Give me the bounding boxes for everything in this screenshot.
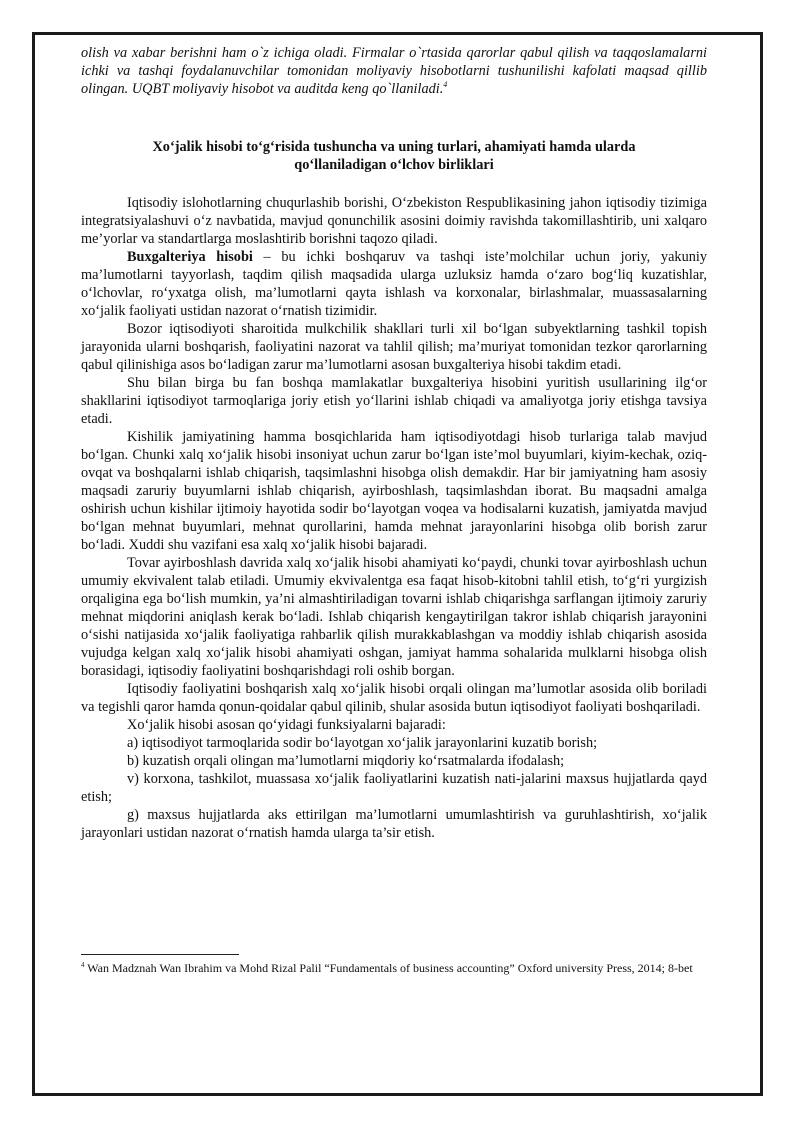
section-heading: [81, 138, 707, 174]
footnote-reference[interactable]: 4: [443, 80, 448, 90]
list-item-text: a) iqtisodiyot tarmoqlarida sodir bo‘layotgan xo‘jalik jarayonlarini kuzatib borish;: [127, 735, 598, 751]
paragraph: [81, 320, 707, 374]
paragraph-text: Tovar ayirboshlash davrida xalq xo‘jalik hisobi ahamiyati ko‘paydi, chunki tovar ayirboshlash uchun umumiy ekvivalent talab etiladi. Umumiy ekvivalentga esa faqat hisob-kitobni tahlil etish, to‘g‘ri yurgizish orqaligina ega bo‘lish mumkin, ya’ni almashtiriladigan tovarni ishlab chiqarishga sarflangan ijtimoiy zaruriy mehnat miqdorini aniqlash kerak bo‘ladi. Ishlab chiqarish kengaytirilgan takror ishlab chiqarish jarayonini o‘sishi natijasida xo‘jalik faoliyatiga rahbarlik qilish murakkablashgan va moddiy ishlab chiqarish asosida vujudga kelgan xalq xo‘jalik hisobi ahamiyati oshgan, jamiyat hamma sohalarida mulklarni hisobga olish borasidagi, iqtisodiy faoliyatini boshqarishdagi roli oshib borgan.: [81, 555, 707, 679]
list-item: [81, 806, 707, 842]
footnote-text: Wan Madznah Wan Ibrahim va Mohd Rizal Palil “Fundamentals of business accounting” Oxford university Press, 2014; 8-bet: [84, 961, 693, 975]
paragraph: [81, 680, 707, 716]
intro-paragraph: [81, 44, 707, 98]
bold-term: Buxgalteriya hisobi: [127, 249, 253, 265]
paragraph-text: – bu ichki boshqaruv va tashqi iste’molchilar uchun joriy, yakuniy ma’lumotlarni tayyorlash, taqdim qilish maqsadida ularga uzluksiz hamda o‘zaro bog‘liq kuzatishlar, o‘lchovlar, ro‘yxatga olish, ma’lumotlarni qayta ishlash va korxonalar, birlashmalar, muassasalarning xo‘jalik faoliyati ustidan nazorat o‘rnatish tizimidir.: [81, 249, 707, 319]
footnote: [81, 960, 707, 976]
list-item-text: v) korxona, tashkilot, muassasa xo‘jalik faoliyatlarini kuzatish nati-jalarini maxsus hujjatlarda qayd etish;: [81, 771, 707, 805]
footnote-number: 4: [81, 961, 85, 969]
paragraph-text: Iqtisodiy faoliyatini boshqarish xalq xo‘jalik hisobi orqali olingan ma’lumotlar asosida olib boriladi va tegishli qaror hamda qonun-qoidalar qabul qilinib, shular asosida butun iqtisodiyot faoliyati boshqariladi.: [81, 681, 707, 715]
list-item: [81, 734, 707, 752]
document-body: [81, 44, 707, 842]
paragraph: [81, 374, 707, 428]
paragraph-text: Bozor iqtisodiyoti sharoitida mulkchilik shakllari turli xil bo‘lgan subyektlarning tashkil topish jarayonida ularni boshqarish, faoliyatini nazorat va tahlil qilish; ma’muriyat tomonidan tezkor qarorlarning qabul qilinishiga asos bo‘ladigan zarur ma’lumotlarni asosan buxgalteriya hisobi takdim etadi.: [81, 321, 707, 373]
list-item-text: g) maxsus hujjatlarda aks ettirilgan ma’lumotlarni umumlashtirish va guruhlashtirish, xo‘jalik jarayonlari ustidan nazorat o‘rnatish hamda ularga ta’sir etish.: [81, 807, 707, 841]
paragraph: [81, 554, 707, 680]
paragraph: [81, 248, 707, 320]
list-item: [81, 770, 707, 806]
list-item-text: b) kuzatish orqali olingan ma’lumotlarni miqdoriy ko‘rsatmalarda ifodalash;: [127, 753, 565, 769]
paragraph: [81, 194, 707, 248]
footnote-separator: [81, 954, 239, 955]
paragraph-text: Xo‘jalik hisobi asosan qo‘yidagi funksiyalarni bajaradi:: [127, 717, 446, 733]
heading-line-2: qo‘llaniladigan o‘lchov birliklari: [294, 157, 494, 173]
paragraph: [81, 428, 707, 554]
heading-line-1: Xo‘jalik hisobi to‘g‘risida tushuncha va uning turlari, ahamiyati hamda ularda: [152, 139, 636, 155]
paragraph-text: Shu bilan birga bu fan boshqa mamlakatlar buxgalteriya hisobini yuritish usullarining ilg‘or shakllarini iqtisodiyot tarmoqlariga joriy etish yo‘llarini ishlab chiqadi va amaliyotga joriy etishga tavsiya etadi.: [81, 375, 707, 427]
paragraph-text: Iqtisodiy islohotlarning chuqurlashib borishi, O‘zbekiston Respublikasining jahon iqtisodiy tizimiga integratsiyalashuvi o‘z navbatida, mavjud qonunchilik asosini doimiy ravishda takomillashtirib, uni xalqaro me’yorlar va standartlarga moslashtirib borishni taqozo qiladi.: [81, 195, 707, 247]
intro-text: olish va xabar berishni ham o`z ichiga oladi. Firmalar o`rtasida qarorlar qabul qilish va taqqoslamalarni ichki va tashqi foydalanuvchilar tomonidan moliyaviy hisobotlarni tushunilishi kafolati maqsad qillib olingan. UQBT moliyaviy hisobot va auditda keng qo`llaniladi.: [81, 45, 707, 97]
list-intro: [81, 716, 707, 734]
list-item: [81, 752, 707, 770]
paragraph-text: Kishilik jamiyatining hamma bosqichlarida ham iqtisodiyotdagi hisob turlariga talab mavjud bo‘lgan. Chunki xalq xo‘jalik hisobi insoniyat uchun zarur bo‘lgan iste’mol buyumlari, kiyim-kechak, oziq-ovqat va boshqalarni ishlab chiqarish, taqsimlashni hisobga olish demakdir. Har bir jamiyatning ham asosiy maqsadi zaruriy buyumlarni ishlab chiqarish, ayirboshlash, taqsimlashdan iborat. Bu maqsadni amalga oshirish uchun kishilar ijtimoiy hayotida sodir bo‘layotgan voqea va hodisalarni kuzatish, jamiyatda mavjud bo‘lgan mehnat buyumlari, mehnat qurollarini, hamda mehnat jarayonlarini hisobga olib borish zarur bo‘ladi. Xuddi shu vazifani esa xalq xo‘jalik hisobi bajaradi.: [81, 429, 707, 553]
